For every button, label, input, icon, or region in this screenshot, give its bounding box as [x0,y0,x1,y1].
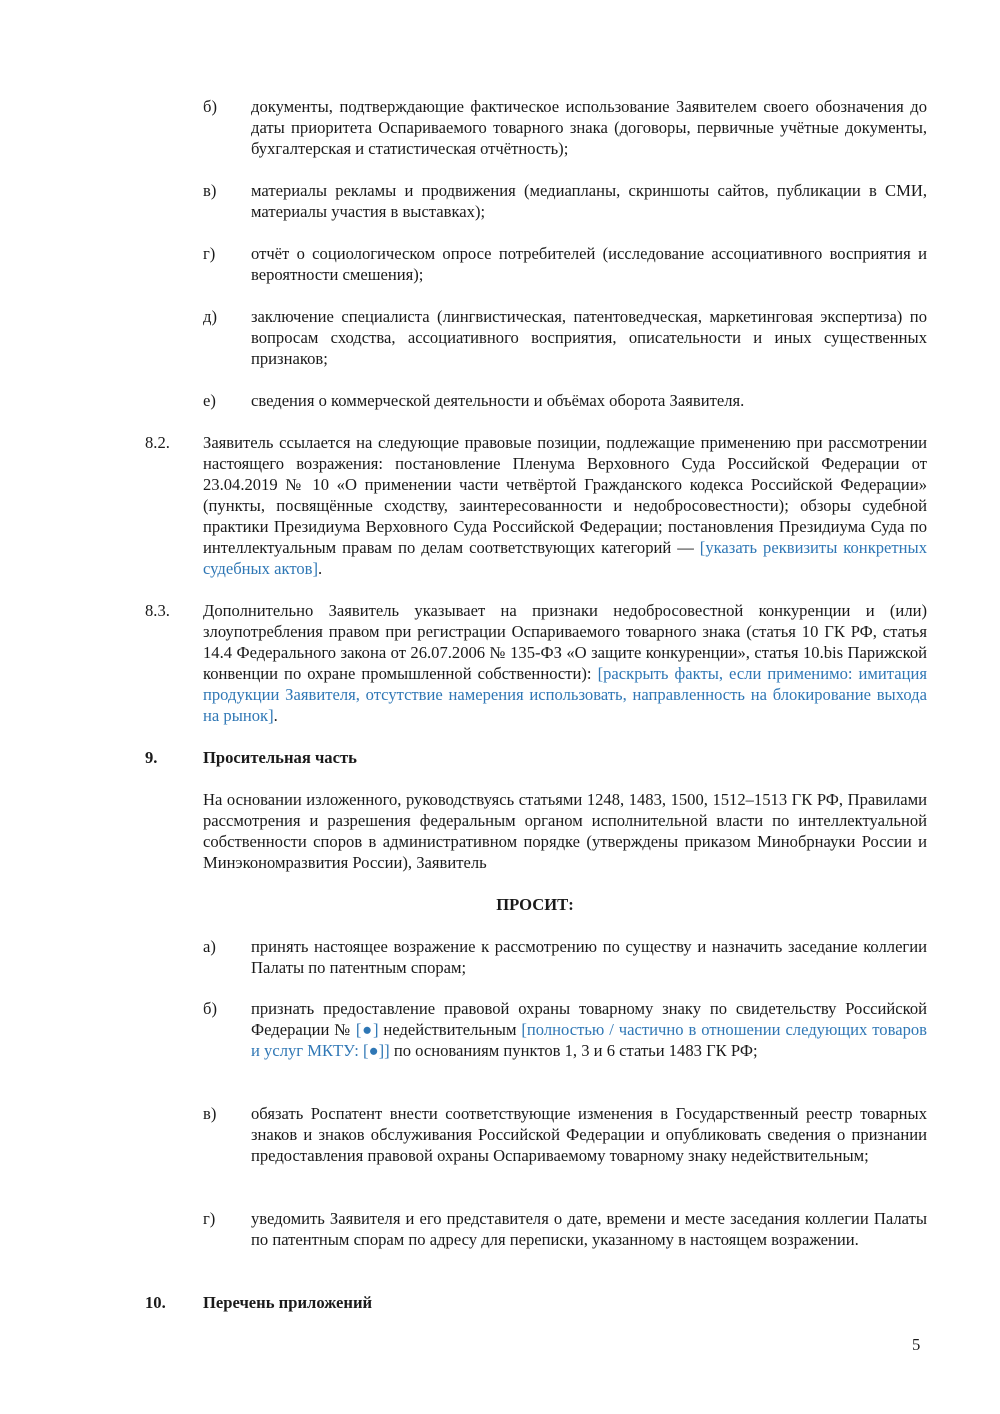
request-item-g [203,1208,927,1250]
paragraph-8-2 [145,432,927,579]
list-text: отчёт о социологическом опросе потребителей (исследование ассоциативного восприятия и вероятности смешения); [251,244,927,284]
list-item-evidence-v [203,180,927,222]
page-number: 5 [912,1335,921,1354]
placeholder-scope-mktu: [полностью / частично в отношении следующих товаров и услуг МКТУ: [●]] [251,1020,927,1060]
section-9-intro: На основании изложенного, руководствуясь статьями 1248, 1483, 1500, 1512–1513 ГК РФ, Правилами рассмотрения и разрешения федеральным органом исполнительной власти по интеллектуальной собственности споров в административном порядке (утверждены приказом Минобрнауки России и Минэкономразвития России), Заявитель [203,790,927,872]
list-label: г) [203,1209,216,1228]
request-item-v [203,1103,927,1166]
prosit-heading: ПРОСИТ: [496,895,574,914]
section-number: 10. [145,1293,166,1312]
list-text: уведомить Заявителя и его представителя о дате, времени и месте заседания коллегии Палаты по патентным спорам по адресу для переписки, указанному в настоящем возражении. [251,1209,927,1249]
section-10-heading [145,1292,927,1313]
list-item-evidence-e [203,390,927,411]
paragraph-number: 8.2. [145,433,170,452]
placeholder-court-acts: [указать реквизиты конкретных судебных актов] [203,538,927,578]
placeholder-certificate-number: [●] [355,1020,379,1039]
list-text: сведения о коммерческой деятельности и объёмах оборота Заявителя. [251,391,745,410]
list-item-evidence-b [203,96,927,159]
paragraph-8-3 [145,600,927,726]
list-label: б) [203,999,217,1018]
request-item-a [203,936,927,978]
section-number: 9. [145,748,158,767]
list-label: б) [203,97,217,116]
paragraph-number: 8.3. [145,601,170,620]
list-item-evidence-g [203,243,927,285]
section-title: Просительная часть [203,748,357,767]
list-label: а) [203,937,216,956]
paragraph-text: Заявитель ссылается на следующие правовые позиции, подлежащие применению при рассмотрении настоящего возражения: постановление Пленума Верховного Суда Российской Федерации от 23.04.2019 № 10 «О применении части четвёртой Гражданского кодекса Российской Федерации» (пункты, посвящённые сходству, заинтересованности и недобросовестности); обзоры судебной практики Президиума Верховного Суда Российской Федерации; постановления Президиума Суда по интеллектуальным правам по делам соответствующих категорий — [указать реквизиты конкретных судебных актов]. [203,433,927,578]
list-label: в) [203,1104,217,1123]
list-text: материалы рекламы и продвижения (медиапланы, скриншоты сайтов, публикации в СМИ, материалы участия в выставках); [251,181,927,221]
paragraph-text: Дополнительно Заявитель указывает на признаки недобросовестной конкуренции и (или) злоупотребления правом при регистрации Оспариваемого товарного знака (статья 10 ГК РФ, статья 14.4 Федерального закона от 26.07.2006 № 135-ФЗ «О защите конкуренции», статья 10.bis Парижской конвенции по охране промышленной собственности): [раскрыть факты, если применимо: имитация продукции Заявителя, отсутствие намерения использовать, направленность на блокирование выхода на рынок]. [203,601,927,725]
list-text: заключение специалиста (лингвистическая, патентоведческая, маркетинговая экспертиза) по вопросам сходства, ассоциативного восприятия, описательности и иных существенных признаков; [251,307,927,368]
placeholder-unfair-competition-facts: [раскрыть факты, если применимо: имитация продукции Заявителя, отсутствие намерения использовать, направленность на блокирование выхода на рынок] [203,664,927,725]
list-text: принять настоящее возражение к рассмотрению по существу и назначить заседание коллегии Палаты по патентным спорам; [251,937,927,977]
list-label: г) [203,244,216,263]
request-item-b [203,998,927,1061]
list-label: в) [203,181,217,200]
list-text: документы, подтверждающие фактическое использование Заявителем своего обозначения до даты приоритета Оспариваемого товарного знака (договоры, первичные учётные документы, бухгалтерская и статистическая отчётность); [251,97,927,158]
section-9-heading [145,747,927,768]
list-text: обязать Роспатент внести соответствующие изменения в Государственный реестр товарных знаков и знаков обслуживания Российской Федерации и опубликовать сведения о признании предоставления правовой охраны Оспариваемому товарному знаку недействительным; [251,1104,927,1165]
list-item-evidence-d [203,306,927,369]
section-title: Перечень приложений [203,1293,373,1312]
list-text: признать предоставление правовой охраны товарному знаку по свидетельству Российской Федерации № [●] недействительным [полностью / частично в отношении следующих товаров и услуг МКТУ: [●]] по основаниям пунктов 1, 3 и 6 статьи 1483 ГК РФ; [251,999,927,1060]
list-label: д) [203,307,217,326]
list-label: е) [203,391,216,410]
